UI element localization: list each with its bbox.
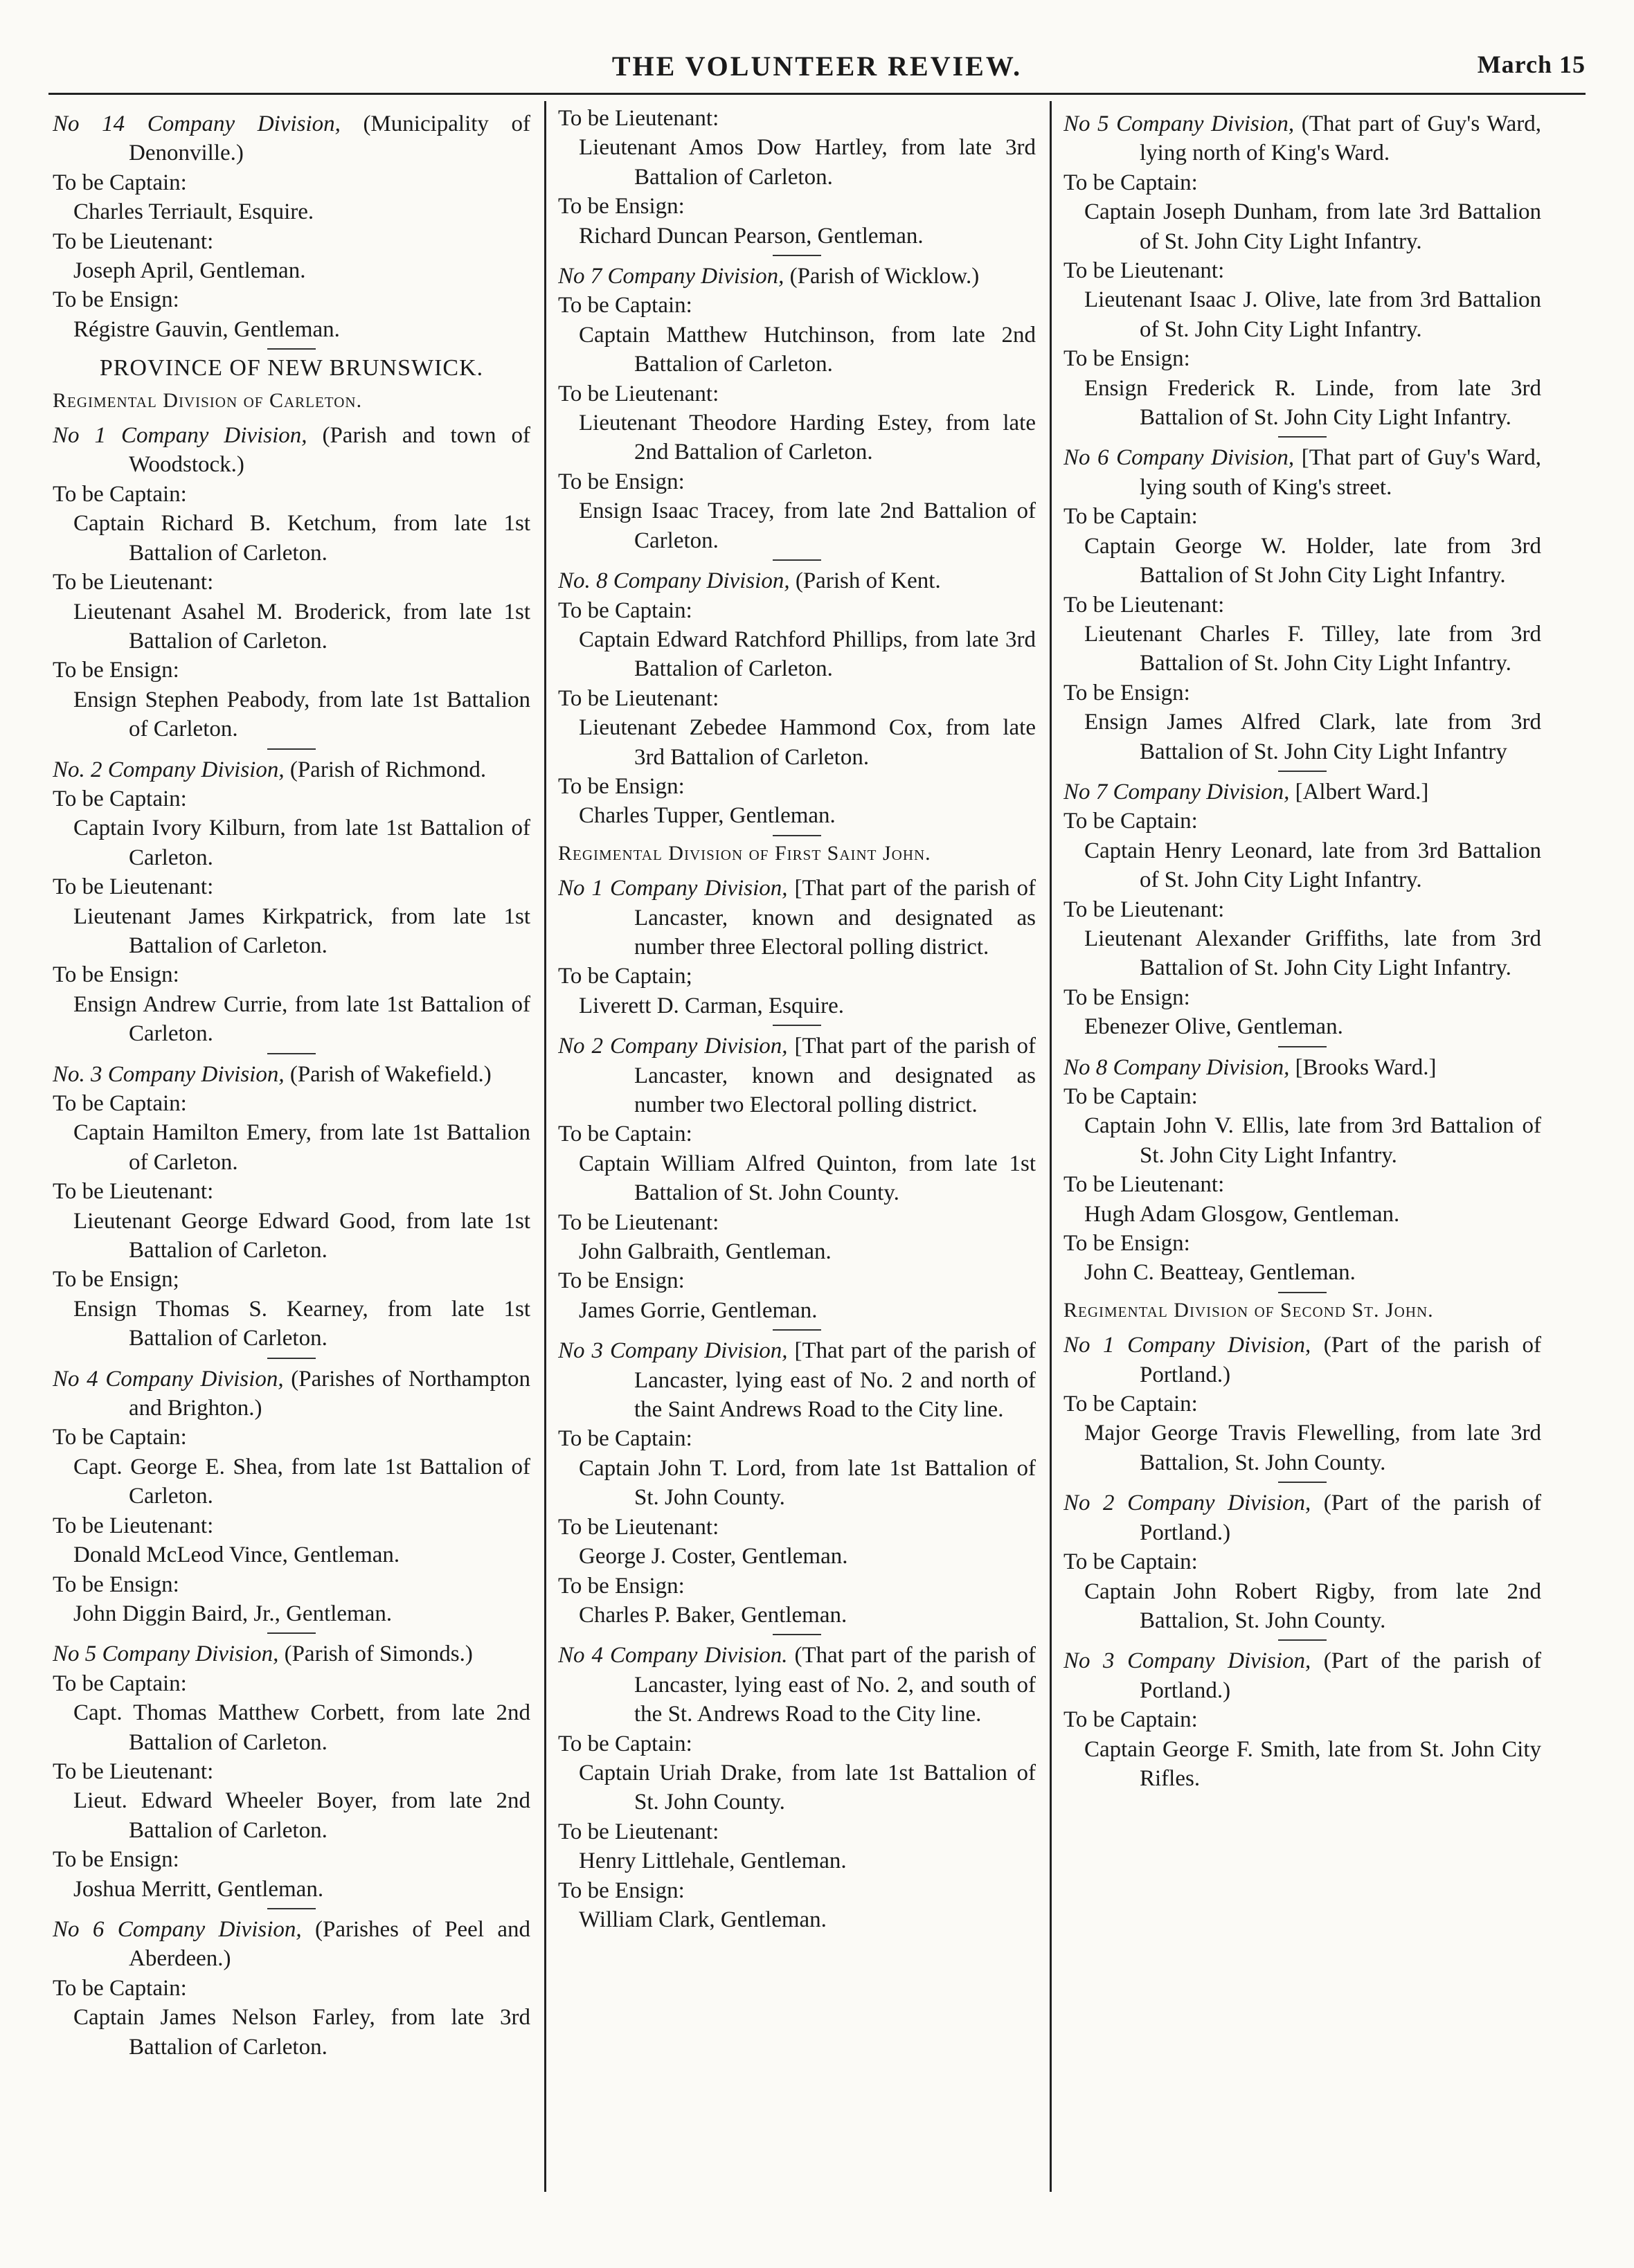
division-area: [That part of the parish of Lancaster, known and designated as number three Electoral polling district. [634, 876, 1036, 960]
appointee-name: George J. Coster, Gentleman. [579, 1544, 848, 1569]
division-area: (Parishes of Northampton and Brighton.) [129, 1366, 530, 1421]
appointee-name: James Gorrie, Gentleman. [579, 1297, 818, 1323]
rank-label: To be Captain: [558, 1426, 692, 1452]
rank-label: To be Captain; [558, 964, 692, 989]
division-number: No 4 [53, 1366, 106, 1392]
appointee-name: Captain Hamilton Emery, from late 1st Battalion of Carleton. [73, 1120, 530, 1175]
appointee-name: Captain Richard B. Ketchum, from late 1st Battalion of Carleton. [73, 511, 530, 566]
company-division-heading [1063, 777, 1541, 807]
appointee-name: Captain James Nelson Farley, from late 3rd Battalion of Carleton. [73, 2005, 530, 2060]
appointee-name: Captain George W. Holder, late from 3rd Battalion of St John City Light Infantry. [1084, 533, 1541, 588]
appointee-name: Régistre Gauvin, Gentleman. [73, 316, 340, 342]
section-divider [773, 1329, 821, 1331]
column-rule [544, 101, 546, 2192]
rank-label: To be Captain: [1063, 1549, 1198, 1575]
appointee-name: Hugh Adam Glosgow, Gentleman. [1084, 1201, 1400, 1227]
rank-label: To be Ensign: [558, 773, 685, 799]
company-division-heading [53, 1915, 530, 1974]
rank-label: To be Ensign; [53, 1267, 179, 1293]
company-division-heading [53, 1060, 530, 1089]
company-division-heading [558, 566, 1036, 595]
section-divider [1278, 1482, 1327, 1483]
division-area: [That part of the parish of Lancaster, known and designated as number two Electoral polling district. [634, 1034, 1036, 1117]
division-area: (Parishes of Peel and Aberdeen.) [129, 1916, 530, 1972]
appointee-name: Captain Matthew Hutchinson, from late 2nd Battalion of Carleton. [579, 322, 1036, 377]
rank-label: To be Captain: [53, 786, 187, 811]
section-divider [773, 1025, 821, 1026]
section-divider [267, 748, 316, 750]
appointee-name: Henry Littlehale, Gentleman. [579, 1848, 847, 1874]
rank-label: To be Lieutenant: [53, 228, 214, 254]
division-number: No. 3 [53, 1061, 108, 1087]
company-division-heading [53, 755, 530, 784]
appointee-name: Lieutenant Charles F. Tilley, late from 3rd Battalion of St. John City Light Infantry. [1084, 621, 1541, 676]
rank-label: To be Ensign: [1063, 680, 1190, 705]
rank-label: To be Ensign: [558, 1268, 685, 1294]
division-label: Company Division, [102, 1641, 285, 1667]
appointee-name: William Clark, Gentleman. [579, 1907, 827, 1932]
division-number: No 14 [53, 111, 147, 136]
division-number: No 6 [53, 1916, 118, 1942]
appointee-name: Joseph April, Gentleman. [73, 258, 306, 284]
division-label: Company Division, [120, 423, 323, 449]
rank-label: To be Lieutenant: [558, 106, 719, 131]
division-label: Company Division, [117, 1916, 315, 1942]
appointee-name: Lieutenant George Edward Good, from late 1st Battalion of Carleton. [73, 1208, 530, 1263]
section-divider [1278, 1639, 1327, 1641]
section-divider [773, 835, 821, 836]
division-number: No 7 [1063, 779, 1113, 804]
division-label: Company Division, [609, 1034, 795, 1059]
division-number: No 3 [1063, 1648, 1128, 1674]
division-label: Company Division, [1127, 1648, 1324, 1674]
company-division-heading [558, 262, 1036, 291]
company-division-heading [1063, 443, 1541, 502]
rank-label: To be Captain: [53, 1091, 187, 1116]
appointee-name: John Diggin Baird, Jr., Gentleman. [73, 1601, 393, 1626]
appointee-name: Ensign Andrew Currie, from late 1st Battalion of Carleton. [73, 991, 530, 1047]
division-number: No 1 [1063, 1333, 1128, 1358]
company-division-heading [1063, 1331, 1541, 1389]
appointee-name: Captain Henry Leonard, late from 3rd Battalion of St. John City Light Infantry. [1084, 838, 1541, 893]
rank-label: To be Captain: [558, 293, 692, 318]
division-number: No 3 [558, 1338, 610, 1364]
section-divider [1278, 436, 1327, 438]
division-area: (Part of the parish of Portland.) [1140, 1491, 1541, 1545]
division-label: Company Division, [609, 876, 795, 901]
rank-label: To be Captain: [53, 1425, 187, 1450]
division-label: Company Division, [1116, 445, 1302, 471]
division-area: (That part of the parish of Lancaster, lying east of No. 2, and south of the St. Andrews Road to the City line. [634, 1643, 1036, 1727]
column-2 [558, 104, 1036, 2236]
appointee-name: Liverett D. Carman, Esquire. [579, 993, 845, 1018]
rank-label: To be Ensign: [53, 658, 179, 683]
division-area: (That part of Guy's Ward, lying north of King's Ward. [1140, 111, 1541, 166]
division-label: Company Division, [107, 1061, 290, 1087]
appointee-name: Captain Edward Ratchford Phillips, from late 3rd Battalion of Carleton. [579, 627, 1036, 682]
appointee-name: Lieutenant Theodore Harding Estey, from late 2nd Battalion of Carleton. [579, 411, 1036, 465]
division-number: No 8 [1063, 1054, 1113, 1080]
appointee-name: Lieutenant Asahel M. Broderick, from late 1st Battalion of Carleton. [73, 599, 530, 654]
rank-label: To be Captain: [1063, 1084, 1198, 1109]
division-label: Company Division, [1127, 1491, 1324, 1516]
rank-label: To be Ensign: [53, 1572, 179, 1597]
division-number: No 7 [558, 264, 608, 289]
appointee-name: Captain Ivory Kilburn, from late 1st Battalion of Carleton. [73, 816, 530, 870]
section-divider [773, 1634, 821, 1635]
page-title: THE VOLUNTEER REVIEW. [611, 51, 1023, 82]
rank-label: To be Lieutenant: [53, 1513, 214, 1538]
column-3 [1063, 104, 1541, 2236]
company-division-heading [1063, 1053, 1541, 1082]
rank-label: To be Ensign: [558, 1573, 685, 1599]
appointee-name: Lieutenant Alexander Griffiths, late from 3rd Battalion of St. John City Light Infantry. [1084, 926, 1541, 981]
issue-date: March 15 [1477, 51, 1586, 78]
rank-label: To be Captain: [558, 1122, 692, 1147]
division-label: Company Division, [105, 1366, 291, 1392]
rank-label: To be Captain: [1063, 504, 1198, 530]
company-division-heading [558, 1641, 1036, 1729]
appointee-name: Charles P. Baker, Gentleman. [579, 1602, 847, 1628]
division-label: Company Division. [609, 1643, 795, 1668]
section-divider [267, 348, 316, 350]
division-area: (Parish of Wicklow.) [789, 264, 980, 289]
rank-label: To be Lieutenant: [53, 1179, 214, 1205]
division-area: (Part of the parish of Portland.) [1140, 1648, 1541, 1703]
appointee-name: Captain Joseph Dunham, from late 3rd Battalion of St. John City Light Infantry. [1084, 199, 1541, 254]
rank-label: To be Lieutenant: [1063, 592, 1225, 618]
company-division-heading [1063, 1488, 1541, 1547]
rank-label: To be Captain: [558, 1731, 692, 1756]
appointee-name: Captain John T. Lord, from late 1st Battalion of St. John County. [579, 1455, 1036, 1511]
appointee-name: John Galbraith, Gentleman. [579, 1239, 832, 1265]
division-label: Company Division, [607, 264, 790, 289]
rank-label: To be Lieutenant: [558, 1209, 719, 1235]
division-area: (Part of the parish of Portland.) [1140, 1333, 1541, 1387]
appointee-name: Captain John V. Ellis, late from 3rd Battalion of St. John City Light Infantry. [1084, 1113, 1541, 1168]
section-divider [267, 1908, 316, 1909]
division-number: No 4 [558, 1643, 610, 1668]
section-divider [773, 559, 821, 561]
appointee-name: Charles Terriault, Esquire. [73, 199, 314, 225]
rank-label: To be Captain: [1063, 170, 1198, 195]
section-divider [1278, 1046, 1327, 1047]
appointee-name: Donald McLeod Vince, Gentleman. [73, 1542, 400, 1568]
appointee-name: Charles Tupper, Gentleman. [579, 803, 836, 829]
province-heading: PROVINCE OF NEW BRUNSWICK. [99, 355, 484, 381]
division-label: Company Division, [1127, 1333, 1324, 1358]
column-rule [1050, 101, 1052, 2192]
division-area: (Parish of Kent. [795, 568, 941, 594]
appointee-name: Captain George F. Smith, late from St. John City Rifles. [1084, 1736, 1541, 1791]
division-number: No 6 [1063, 445, 1117, 471]
company-division-heading [558, 1336, 1036, 1424]
section-divider [1278, 771, 1327, 772]
division-number: No 2 [558, 1034, 610, 1059]
company-division-heading [558, 874, 1036, 962]
company-division-heading [53, 109, 530, 168]
rank-label: To be Ensign: [53, 962, 179, 988]
division-number: No 1 [53, 423, 121, 449]
appointee-name: Captain Uriah Drake, from late 1st Battalion of St. John County. [579, 1760, 1036, 1815]
rank-label: To be Ensign: [558, 469, 685, 494]
appointee-name: Ensign Stephen Peabody, from late 1st Battalion of Carleton. [73, 687, 530, 742]
rank-label: To be Ensign: [53, 1847, 179, 1873]
rank-label: To be Lieutenant: [558, 1819, 719, 1844]
division-area: (Municipality of Denonville.) [129, 111, 530, 166]
division-label: Company Division, [1116, 111, 1302, 136]
rank-label: To be Captain: [53, 481, 187, 507]
division-number: No 1 [558, 876, 610, 901]
division-label: Company Division, [613, 568, 796, 594]
division-number: No 5 [1063, 111, 1117, 136]
appointee-name: Capt. Thomas Matthew Corbett, from late 2nd Battalion of Carleton. [73, 1700, 530, 1755]
appointee-name: Captain John Robert Rigby, from late 2nd Battalion, St. John County. [1084, 1578, 1541, 1633]
page-header [48, 44, 1586, 95]
section-divider [267, 1053, 316, 1054]
section-divider [1278, 1292, 1327, 1293]
division-number: No 5 [53, 1641, 102, 1667]
appointee-name: Ensign James Alfred Clark, late from 3rd Battalion of St. John City Light Infantry [1084, 710, 1541, 764]
division-area: (Parish and town of Woodstock.) [129, 423, 530, 478]
appointee-name: John C. Beatteay, Gentleman. [1084, 1260, 1356, 1286]
rank-label: To be Captain: [1063, 809, 1198, 834]
rank-label: To be Captain: [1063, 1392, 1198, 1417]
rank-label: To be Captain: [558, 597, 692, 623]
rank-label: To be Lieutenant: [53, 570, 214, 595]
rank-label: To be Lieutenant: [558, 381, 719, 406]
appointee-name: Joshua Merritt, Gentleman. [73, 1876, 324, 1902]
section-divider [267, 1358, 316, 1359]
appointee-name: Lieutenant James Kirkpatrick, from late 1st Battalion of Carleton. [73, 903, 530, 958]
company-division-heading [53, 1365, 530, 1423]
rank-label: To be Ensign: [53, 287, 179, 313]
rank-label: To be Lieutenant: [558, 1514, 719, 1540]
rank-label: To be Ensign: [558, 1878, 685, 1903]
rank-label: To be Captain: [53, 1975, 187, 2001]
division-label: Company Division, [147, 111, 363, 136]
company-division-heading [53, 421, 530, 480]
rank-label: To be Captain: [53, 1671, 187, 1696]
appointee-name: Ebenezer Olive, Gentleman. [1084, 1014, 1343, 1040]
division-number: No. 8 [558, 568, 613, 594]
division-area: [Albert Ward.] [1295, 779, 1429, 804]
appointee-name: Lieutenant Amos Dow Hartley, from late 3rd Battalion of Carleton. [579, 135, 1036, 190]
division-label: Company Division, [1113, 779, 1295, 804]
division-number: No 2 [1063, 1491, 1128, 1516]
division-label: Company Division, [1113, 1054, 1295, 1080]
division-area: [That part of the parish of Lancaster, lying east of No. 2 and north of the Saint Andrews Road to the City line. [634, 1338, 1036, 1423]
company-division-heading [1063, 109, 1541, 168]
rank-label: To be Ensign: [1063, 346, 1190, 372]
division-area: (Parish of Simonds.) [284, 1641, 473, 1667]
rank-label: To be Lieutenant: [1063, 258, 1225, 284]
division-area: [That part of Guy's Ward, lying south of King's street. [1140, 445, 1541, 500]
rank-label: To be Captain: [1063, 1707, 1198, 1733]
division-number: No. 2 [53, 757, 108, 782]
column-1 [53, 104, 530, 2236]
division-area: (Parish of Wakefield.) [289, 1061, 492, 1087]
rank-label: To be Ensign: [1063, 984, 1190, 1010]
rank-label: To be Lieutenant: [1063, 1172, 1225, 1198]
rank-label: To be Lieutenant: [53, 1758, 214, 1784]
rank-label: To be Ensign: [1063, 1231, 1190, 1257]
rank-label: To be Lieutenant: [53, 874, 214, 900]
rank-label: To be Lieutenant: [558, 685, 719, 711]
company-division-heading [1063, 1646, 1541, 1705]
company-division-heading [53, 1639, 530, 1668]
appointee-name: Ensign Thomas S. Kearney, from late 1st Battalion of Carleton. [73, 1296, 530, 1351]
appointee-name: Richard Duncan Pearson, Gentleman. [579, 223, 924, 249]
appointee-name: Lieutenant Zebedee Hammond Cox, from late 3rd Battalion of Carleton. [579, 715, 1036, 770]
division-label: Company Division, [107, 757, 290, 782]
section-divider [773, 255, 821, 256]
rank-label: To be Ensign: [558, 194, 685, 219]
company-division-heading [558, 1032, 1036, 1119]
appointee-name: Captain William Alfred Quinton, from late 1st Battalion of St. John County. [579, 1151, 1036, 1206]
division-label: Company Division, [609, 1338, 795, 1364]
rank-label: To be Lieutenant: [1063, 897, 1225, 922]
division-area: [Brooks Ward.] [1295, 1054, 1437, 1080]
appointee-name: Ensign Isaac Tracey, from late 2nd Battalion of Carleton. [579, 498, 1036, 553]
division-area: (Parish of Richmond. [289, 757, 487, 782]
regimental-division-heading: Regimental Division of First Saint John. [558, 841, 931, 865]
appointee-name: Lieut. Edward Wheeler Boyer, from late 2nd Battalion of Carleton. [73, 1788, 530, 1843]
appointee-name: Ensign Frederick R. Linde, from late 3rd Battalion of St. John City Light Infantry. [1084, 375, 1541, 431]
regimental-division-heading: Regimental Division of Carleton. [53, 388, 363, 412]
appointee-name: Lieutenant Isaac J. Olive, late from 3rd Battalion of St. John City Light Infantry. [1084, 287, 1541, 342]
appointee-name: Major George Travis Flewelling, from late 3rd Battalion, St. John County. [1084, 1421, 1541, 1475]
section-divider [267, 1632, 316, 1634]
rank-label: To be Captain: [53, 170, 187, 195]
regimental-division-heading: Regimental Division of Second St. John. [1063, 1298, 1434, 1322]
appointee-name: Capt. George E. Shea, from late 1st Battalion of Carleton. [73, 1454, 530, 1509]
